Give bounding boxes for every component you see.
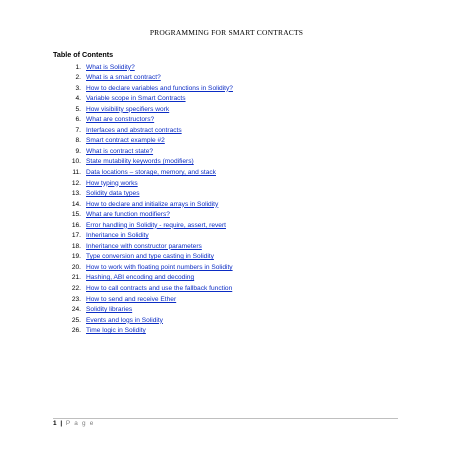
toc-item-link[interactable]: Smart contract example #2 [86,137,165,145]
toc-item-link[interactable]: Variable scope in Smart Contracts [86,95,186,103]
toc-item-number: 14. [71,200,81,208]
toc-item [53,221,233,232]
toc-item [53,273,233,284]
toc-item [53,200,233,211]
toc-item [53,126,233,137]
toc-item [53,231,233,242]
toc-item [53,242,233,253]
toc-item [53,73,233,84]
toc-item-number: 22. [71,284,81,292]
toc-item [53,105,233,116]
toc-item-link[interactable]: How to call contracts and use the fallback function [86,284,233,292]
toc-item-link[interactable]: Solidity data types [86,190,140,198]
toc-title: Table of Contents [53,50,114,59]
toc-item-number: 24. [71,306,81,314]
toc-item-number: 9. [75,147,81,155]
toc-item [53,252,233,263]
toc-item-link[interactable]: Hashing, ABI encoding and decoding [86,274,195,282]
toc-list [53,63,233,337]
toc-item-number: 7. [75,126,81,134]
toc-item-number: 12. [71,179,81,187]
toc-item-link[interactable]: How to declare variables and functions in Solidity? [86,84,233,92]
toc-item-number: 25. [71,316,81,324]
toc-item-link[interactable]: How to work with floating point numbers in Solidity [86,263,233,271]
toc-item-number: 1. [75,63,81,71]
toc-item-link[interactable]: How typing works [86,179,138,187]
running-header: PROGRAMMING FOR SMART CONTRACTS [149,28,304,37]
toc-item [53,157,233,168]
toc-item-number: 11. [72,168,81,176]
toc-item-link[interactable]: Inheritance in Solidity [86,232,149,240]
page-label: P a g e [65,420,95,427]
toc-item-number: 8. [75,137,81,145]
toc-item-link[interactable]: Time logic in Solidity [86,327,146,335]
toc-item-number: 20. [71,263,81,271]
toc-item-number: 10. [71,158,81,166]
toc-item-link[interactable]: How to declare and initialize arrays in Solidity [86,200,219,208]
toc-item [53,284,233,295]
toc-item [53,295,233,306]
toc-item-link[interactable]: How to send and receive Ether [86,295,177,303]
toc-item-number: 13. [71,190,81,198]
toc-item-number: 21. [71,274,81,282]
toc-item [53,305,233,316]
toc-item [53,210,233,221]
toc-item-number: 5. [75,105,81,113]
toc-item [53,263,233,274]
toc-item-number: 26. [71,327,81,335]
toc-item-number: 2. [75,74,81,82]
toc-item-number: 3. [75,84,81,92]
toc-item-link[interactable]: Data locations – storage, memory, and stack [86,168,216,176]
toc-item-link[interactable]: State mutability keywords (modifiers) [86,158,194,166]
toc-item-number: 15. [71,211,81,219]
toc-item [53,94,233,105]
toc-item [53,168,233,179]
footer-separator: | [60,420,63,427]
toc-item-link[interactable]: Interfaces and abstract contracts [86,126,182,134]
page-footer [53,420,94,427]
toc-item-link[interactable]: What is Solidity? [86,63,135,71]
toc-item-number: 18. [71,242,81,250]
toc-item-link[interactable]: Type conversion and type casting in Solidity [86,253,214,261]
toc-item [53,326,233,337]
toc-item [53,84,233,95]
toc-item-link[interactable]: What is contract state? [86,147,154,155]
toc-item-link[interactable]: Solidity libraries [86,306,133,314]
toc-item [53,189,233,200]
toc-item-link[interactable]: Events and logs in Solidity [86,316,163,324]
toc-item [53,63,233,74]
toc-item-link[interactable]: What are constructors? [86,116,155,124]
toc-item-link[interactable]: How visibility specifiers work [86,105,170,113]
page-number: 1 [53,420,57,427]
toc-item [53,115,233,126]
toc-item-link[interactable]: What are function modifiers? [86,211,170,219]
footer-divider [53,418,398,419]
toc-item-number: 17. [71,232,81,240]
toc-item-number: 23. [71,295,81,303]
toc-item-link[interactable]: Inheritance with constructor parameters [86,242,202,250]
toc-item-number: 16. [71,221,81,229]
toc-item [53,147,233,158]
toc-item-link[interactable]: Error handling in Solidity - require, assert, revert [86,221,226,229]
toc-item [53,136,233,147]
toc-item-link[interactable]: What is a smart contract? [86,74,161,82]
toc-item-number: 6. [75,116,81,124]
toc-item-number: 19. [71,253,81,261]
toc-item-number: 4. [75,95,81,103]
toc-item [53,316,233,327]
toc-item [53,179,233,190]
